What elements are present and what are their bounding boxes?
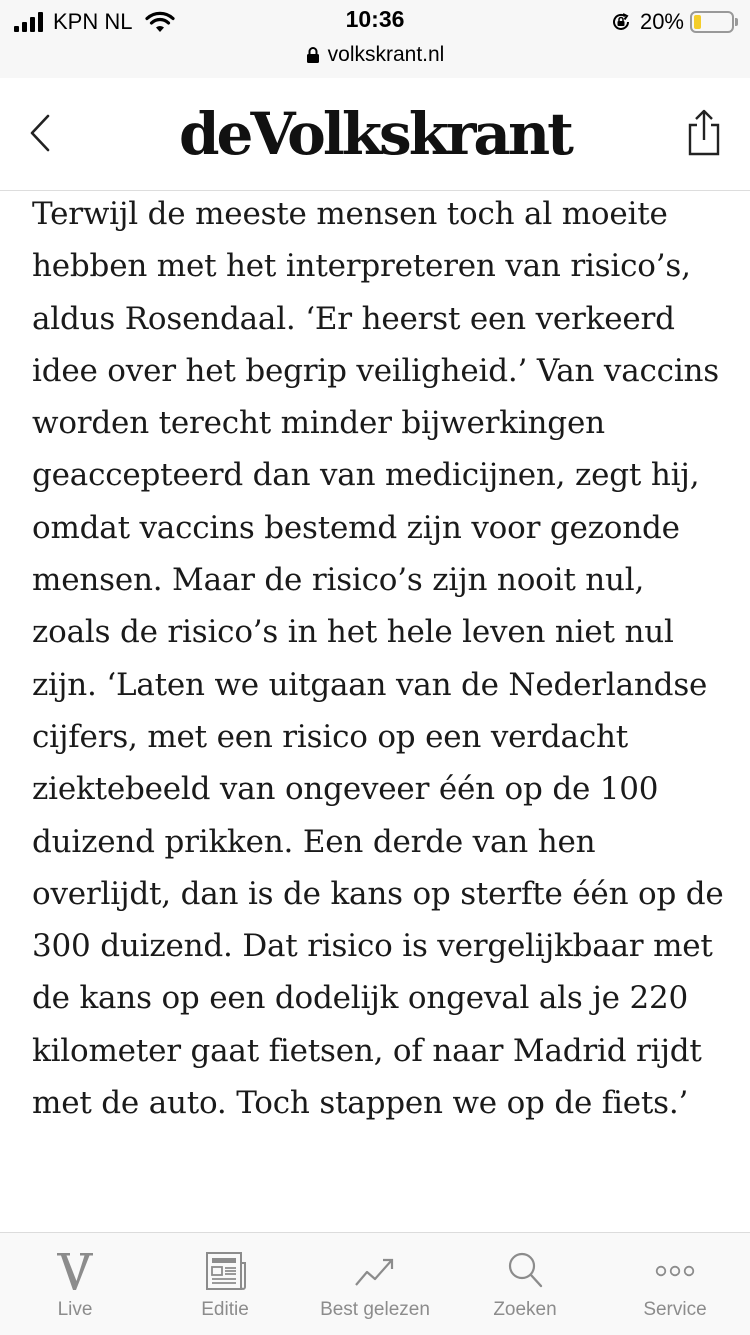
article-paragraph: Terwijl de meeste mensen toch al moeite hebben met het interpreteren van risico’s, aldus Rosendaal. ‘Er heerst een verkeerd idee over het begrip veiligheid.’ Van vaccins worden terecht minder bijwerkingen geaccepteerd dan van medicijnen, zegt hij, omdat vaccins bestemd zijn voor gezonde mensen. Maar de risico’s zijn nooit nul, zoals de risico’s in het hele leven niet nul zijn. ‘Laten we uitgaan van de Nederlandse cijfers, met een risico op een verdacht ziektebeeld van ongeveer één op de 100 duizend prikken. Een derde van hen overlijdt, dan is de kans op sterfte één op de 300 duizend. Dat risico is vergelijkbaar met de kans op een dodelijk ongeval als je 220 kilometer gaat fietsen, of naar Madrid rijdt met de auto. Toch stappen we op de fiets.’ [32, 196, 724, 1122]
site-header [0, 78, 750, 191]
clock: 10:36 [345, 6, 405, 32]
battery-tip [735, 18, 738, 26]
tab-service[interactable] [600, 1233, 750, 1335]
status-right [610, 8, 738, 36]
padlock-icon [306, 46, 320, 64]
article-body [32, 188, 732, 1224]
battery-fill [694, 15, 701, 29]
tab-bar [0, 1232, 750, 1335]
tab-label: Zoeken [493, 1299, 557, 1320]
tab-label: Editie [201, 1299, 249, 1320]
newspaper-icon [202, 1249, 248, 1293]
status-bar [0, 0, 750, 78]
battery-icon [690, 11, 734, 33]
tab-editie[interactable] [150, 1233, 300, 1335]
site-logo[interactable]: deVolkskrant [179, 100, 571, 168]
tab-live[interactable] [0, 1233, 150, 1335]
tab-zoeken[interactable] [450, 1233, 600, 1335]
carrier-name: KPN NL [53, 9, 133, 34]
v-logo-icon [52, 1249, 98, 1293]
address-bar[interactable] [0, 40, 750, 70]
tab-label: Service [643, 1299, 707, 1320]
trending-icon [352, 1249, 398, 1293]
tab-best-gelezen[interactable] [300, 1233, 450, 1335]
battery-percent: 20% [639, 9, 684, 34]
tab-label: Live [57, 1299, 93, 1320]
more-dots-icon [652, 1249, 698, 1293]
share-button[interactable] [684, 108, 724, 158]
search-icon [502, 1249, 548, 1293]
rotation-lock-icon [610, 11, 632, 33]
url-text: volkskrant.nl [327, 43, 445, 66]
tab-label: Best gelezen [320, 1299, 430, 1320]
